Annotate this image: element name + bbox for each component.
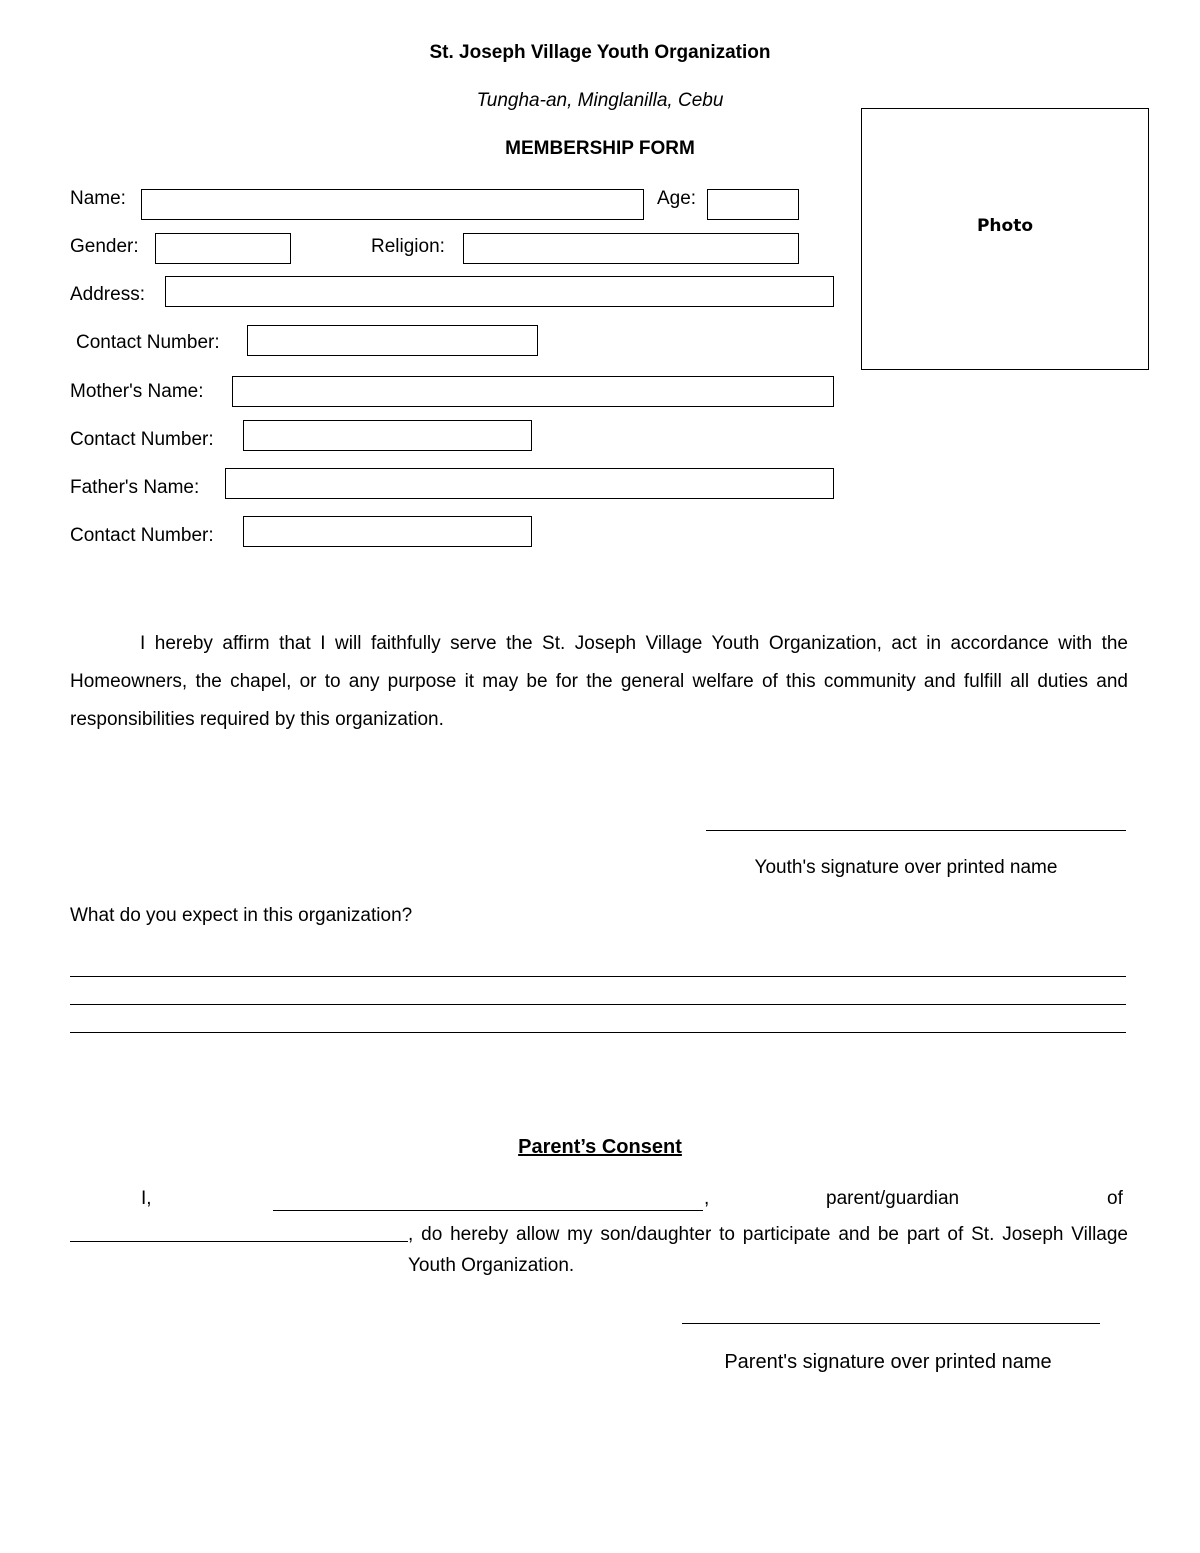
contact-number-field[interactable] [247, 325, 538, 356]
father-name-field[interactable] [225, 468, 834, 499]
name-label: Name: [70, 188, 126, 209]
mother-contact-field[interactable] [243, 420, 532, 451]
father-contact-field[interactable] [243, 516, 532, 547]
consent-i: I, [141, 1188, 152, 1209]
of-text: of [1107, 1188, 1123, 1209]
answer-line[interactable] [70, 976, 1126, 977]
parent-guardian-text: parent/guardian [826, 1188, 960, 1209]
consent-body [408, 1219, 1128, 1281]
answer-line[interactable] [70, 1004, 1126, 1005]
consent-heading: Parent’s Consent [518, 1136, 682, 1158]
youth-signature-label: Youth's signature over printed name [754, 857, 1058, 878]
father-contact-label: Contact Number: [70, 525, 214, 546]
parent-name-blank[interactable] [273, 1210, 703, 1211]
father-name-label: Father's Name: [70, 477, 200, 498]
age-label: Age: [657, 188, 697, 209]
expectation-question: What do you expect in this organization? [70, 905, 413, 926]
mother-contact-label: Contact Number: [70, 429, 214, 450]
youth-signature-line[interactable] [706, 830, 1126, 831]
photo-label: Photo [976, 216, 1034, 236]
gender-label: Gender: [70, 236, 139, 257]
religion-label: Religion: [371, 236, 445, 257]
form-title: MEMBERSHIP FORM [505, 138, 695, 159]
org-location: Tungha-an, Minglanilla, Cebu [476, 90, 724, 111]
child-name-blank[interactable] [70, 1241, 408, 1242]
answer-line[interactable] [70, 1032, 1126, 1033]
consent-body-text: , do hereby allow my son/daughter to participate and be part of St. Joseph Village Youth Organization. [408, 1224, 1128, 1276]
name-field[interactable] [141, 189, 644, 220]
org-name: St. Joseph Village Youth Organization [429, 42, 771, 63]
contact-number-label: Contact Number: [76, 332, 220, 353]
photo-box [861, 108, 1149, 370]
parent-signature-line[interactable] [682, 1323, 1100, 1324]
affirmation-paragraph: I hereby affirm that I will faithfully serve the St. Joseph Village Youth Organization, act in accordance with the Homeowners, the chapel, or to any purpose it may be for the general welfare of this community and fulfill all duties and responsibilities required by this organization. [70, 633, 1128, 730]
comma: , [704, 1188, 710, 1209]
address-label: Address: [70, 284, 145, 305]
age-field[interactable] [707, 189, 799, 220]
address-field[interactable] [165, 276, 834, 307]
mother-name-label: Mother's Name: [70, 381, 204, 402]
religion-field[interactable] [463, 233, 799, 264]
mother-name-field[interactable] [232, 376, 834, 407]
gender-field[interactable] [155, 233, 291, 264]
parent-signature-label: Parent's signature over printed name [724, 1351, 1052, 1373]
